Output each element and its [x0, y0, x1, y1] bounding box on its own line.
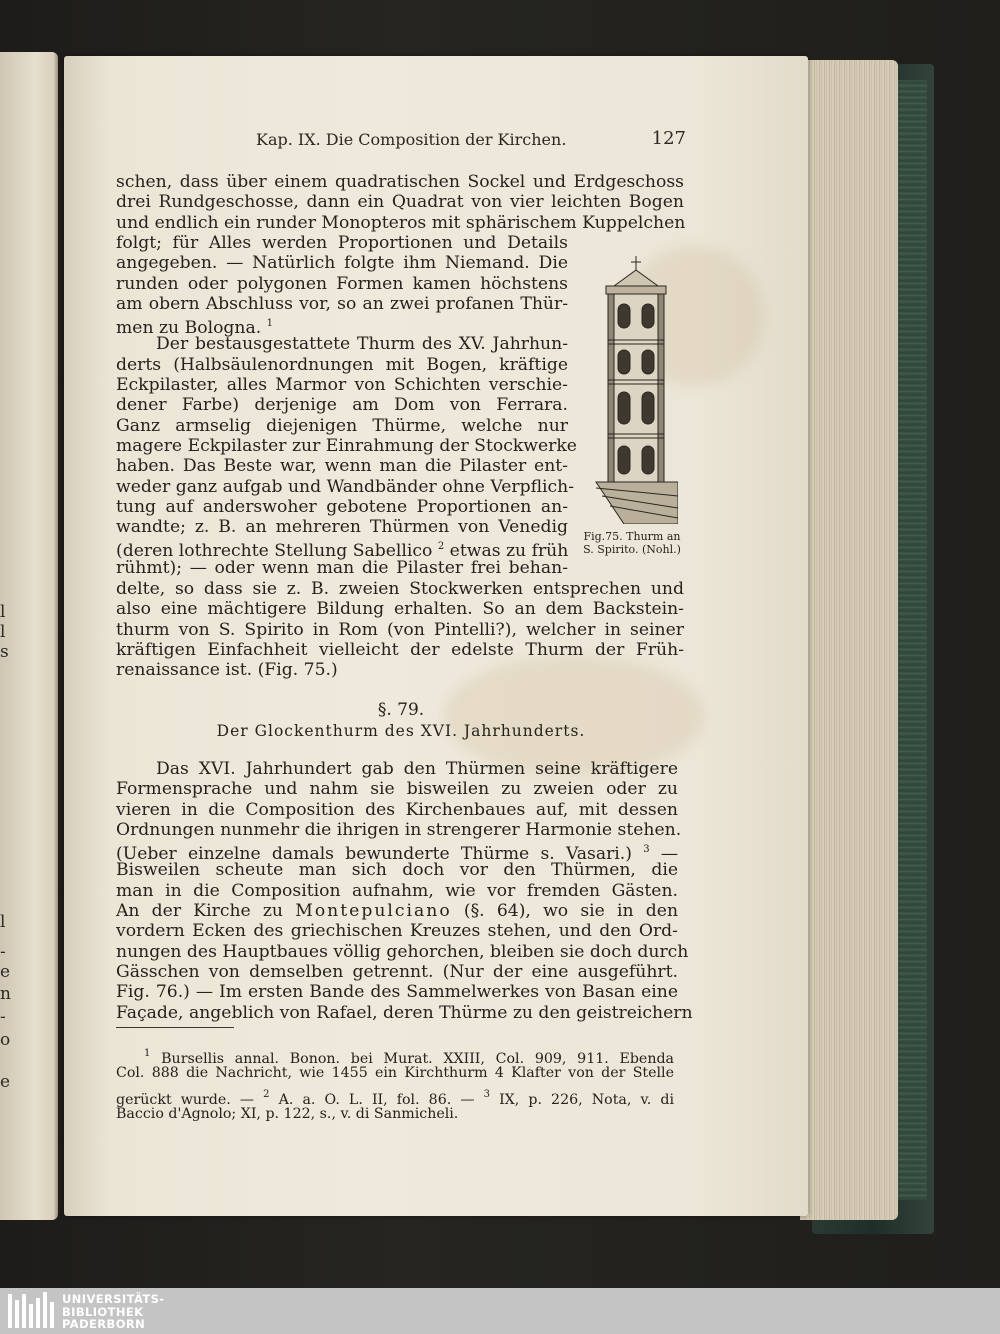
text-line: derts (Halbsäulenordnungen mit Bogen, kräftige: [116, 354, 568, 375]
text-line: schen, dass über einem quadratischen Sockel und Erdgeschoss: [116, 172, 684, 192]
text-line: nungen des Hauptbaues völlig gehorchen, bleiben sie doch durch: [116, 941, 689, 962]
text-line: renaissance ist. (Fig. 75.): [116, 660, 338, 681]
library-logo-icon: [6, 1290, 56, 1332]
text-line: Fig. 76.) — Im ersten Bande des Sammelwerkes von Basan eine: [116, 982, 678, 1003]
text-line: thurm von S. Spirito in Rom (von Pintelli?), welcher in seiner: [116, 619, 684, 640]
page-edges: [800, 60, 898, 1220]
header-title: Kap. IX. Die Composition der Kirchen.: [256, 130, 567, 149]
left-page-fragment: -: [0, 942, 6, 962]
footnote-mark: 3: [643, 844, 650, 856]
paragraph-narrow: [116, 233, 577, 578]
text-line: Ordnungen nunmehr die ihrigen in strengerer Harmonie stehen.: [116, 819, 682, 840]
footnote-line: gerückt wurde. — $^2$ A. a. O. L. II, fol. 86. — $^3$ IX, p. 226, Nota, v. di: [116, 1088, 674, 1108]
previous-page-edge: [0, 52, 58, 1220]
text-line: drei Rundgeschosse, dann ein Quadrat von vier leichten Bogen: [116, 192, 684, 213]
text-line: An der Kirche zu Montepulciano (§. 64), wo sie in den: [116, 901, 679, 922]
caption-line: Fig.75. Thurm an: [583, 530, 681, 543]
text-line: Ganz armselig diejenigen Thürme, welche nur: [116, 415, 568, 436]
text-line: Gässchen von demselben getrennt. (Nur der eine ausgeführt.: [116, 961, 678, 982]
text-line: dener Farbe) derjenige am Dom von Ferrara.: [116, 395, 568, 416]
footnote-rule: [116, 1027, 234, 1028]
text-line: (Ueber einzelne damals bewunderte Thürme s. Vasari.) $^3$ —: [116, 844, 679, 865]
text-line: man in die Composition aufnahm, wie vor fremden Gästen.: [116, 880, 678, 901]
text-line: Façade, angeblich von Rafael, deren Thürme zu den geistreichern: [116, 1002, 693, 1023]
paragraph-section79: [116, 759, 693, 1023]
left-page-fragment: o: [0, 1030, 11, 1050]
caption-line: S. Spirito. (Nohl.): [583, 543, 681, 556]
text-line: wandte; z. B. an mehreren Thürmen von Venedig: [116, 517, 568, 538]
logo-line: BIBLIOTHEK: [62, 1304, 144, 1319]
text-line: und endlich ein runder Monopteros mit sphärischem Kuppelchen: [116, 212, 686, 233]
text-line: vieren in die Composition des Kirchenbaues auf, mit dessen: [116, 799, 678, 820]
text-line: runden oder polygonen Formen kamen höchstens: [116, 273, 568, 294]
text-line: delte, so dass sie z. B. zweien Stockwerken entsprechen und: [116, 579, 684, 599]
footnotes: [116, 1045, 674, 1126]
left-page-fragment: l: [0, 622, 6, 642]
section-title: Der Glockenthurm des XVI. Jahrhunderts.: [216, 722, 586, 740]
text-line: rühmt); — oder wenn man die Pilaster frei behan-: [116, 557, 568, 578]
left-page-fragment: l: [0, 602, 6, 622]
left-page-fragment: e: [0, 1072, 11, 1092]
footnote-line: Baccio d'Agnolo; XI, p. 122, s., v. di Sanmicheli.: [116, 1105, 459, 1122]
text-line: magere Eckpilaster zur Einrahmung der Stockwerke: [116, 435, 577, 456]
text-line: Formensprache und nahm sie bisweilen zu zweien oder zu: [116, 779, 678, 800]
text-line: folgt; für Alles werden Proportionen und Details: [116, 233, 568, 253]
text-line: Eckpilaster, alles Marmor von Schichten verschie-: [116, 375, 568, 396]
text-line: Der bestausgestattete Thurm des XV. Jahrhun-: [156, 334, 568, 355]
logo-line: UNIVERSITÄTS-: [62, 1292, 165, 1306]
text-line: kräftigen Einfachheit vielleicht der edelste Thurm der Früh-: [116, 639, 684, 660]
text-line: am obern Abschluss vor, so an zwei profanen Thür-: [116, 293, 568, 314]
text-line: men zu Bologna. $^1$: [116, 318, 274, 339]
running-header: [250, 130, 686, 152]
footnote-line: Col. 888 die Nachricht, wie 1455 ein Kirchthurm 4 Klafter von der Stelle: [116, 1065, 674, 1082]
figure-caption: [578, 530, 686, 556]
text-line: Das XVI. Jahrhundert gab den Thürmen seine kräftigere: [156, 759, 678, 779]
left-page-fragment: e: [0, 962, 11, 982]
text-line: also eine mächtigere Bildung erhalten. So an dem Backstein-: [116, 599, 684, 620]
logo-line: PADERBORN: [62, 1317, 146, 1331]
left-page-fragment: s: [0, 642, 9, 662]
text-line: Bisweilen scheute man sich doch vor den Thürmen, die: [116, 860, 678, 881]
footnote-line: $^1$ Bursellis annal. Bonon. bei Murat. XXIII, Col. 909, 911. Ebenda: [144, 1048, 675, 1067]
paragraph-continuation: [116, 579, 684, 680]
section-number: §. 79.: [377, 700, 425, 720]
text-line: haben. Das Beste war, wenn man die Pilaster ent-: [116, 456, 568, 477]
paragraph-opening: [116, 172, 684, 233]
left-page-fragment: -: [0, 1007, 6, 1027]
footnote-mark: 2: [437, 541, 445, 553]
library-logo-text: [62, 1293, 164, 1331]
tower-illustration: [594, 256, 678, 524]
left-page-fragment: n: [0, 984, 11, 1004]
page-number: 127: [651, 128, 686, 149]
text-line: angegeben. — Natürlich folgte ihm Niemand. Die: [116, 253, 568, 274]
text-line: (deren lothrechte Stellung Sabellico $^2$ etwas zu früh: [116, 541, 569, 562]
text-line: vordern Ecken des griechischen Kreuzes stehen, und den Ord-: [116, 921, 678, 942]
book-spine-texture: [895, 80, 927, 1200]
text-line: weder ganz aufgab und Wandbänder ohne Verpflich-: [116, 476, 575, 497]
footnote-mark: 1: [266, 318, 274, 330]
text-line: tung auf anderswoher gebotene Proportionen an-: [116, 496, 568, 517]
left-page-fragment: l: [0, 912, 6, 932]
